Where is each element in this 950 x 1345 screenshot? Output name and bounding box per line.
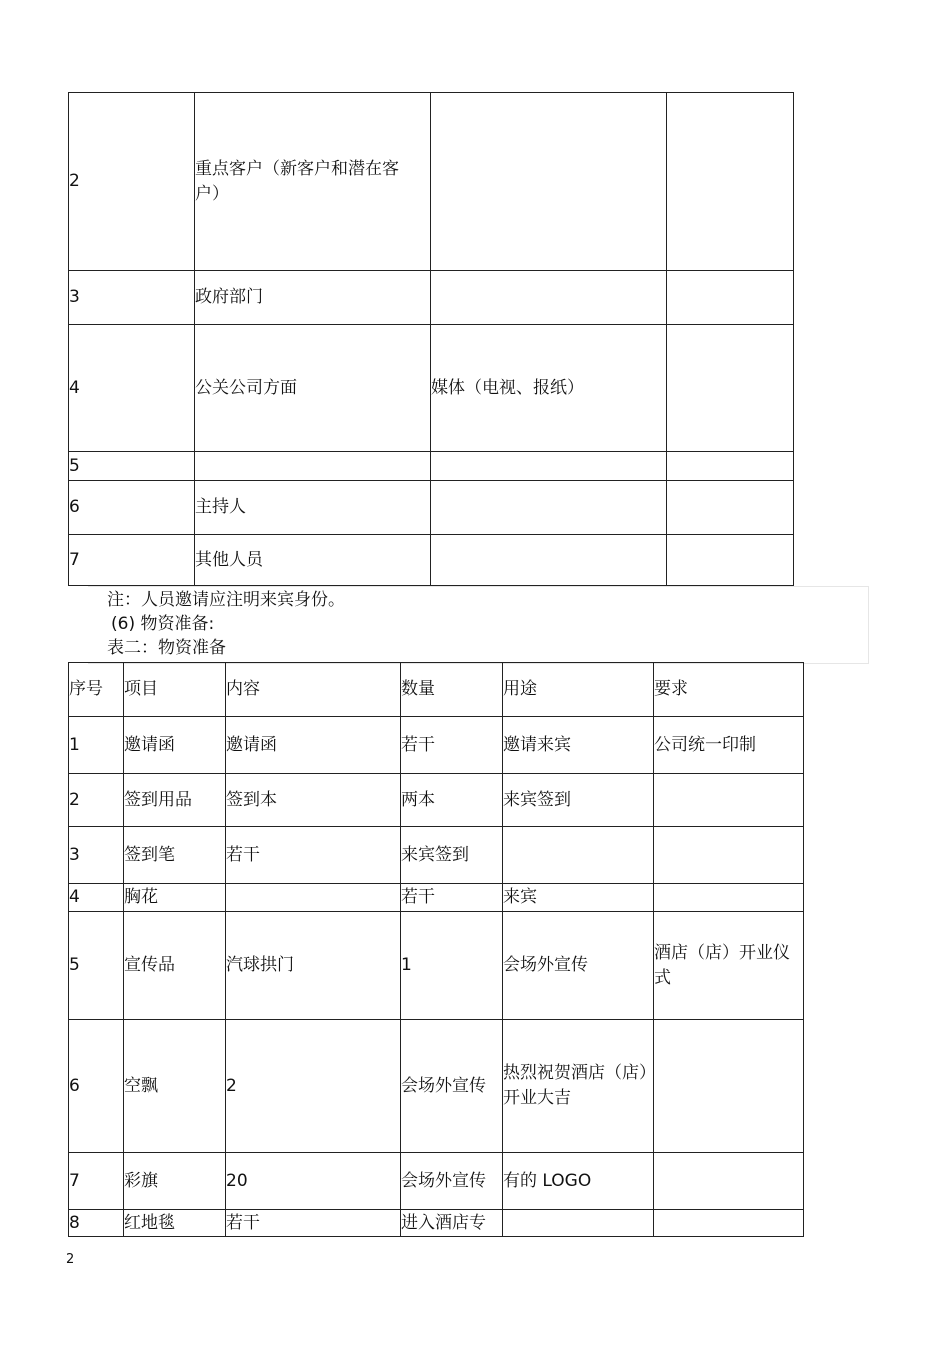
table-cell: 若干 bbox=[226, 1210, 401, 1237]
cell-detail bbox=[431, 93, 667, 271]
table-cell bbox=[654, 1153, 804, 1210]
header-cell: 项目 bbox=[124, 663, 226, 717]
cell-remark bbox=[667, 535, 794, 586]
cell-who: 其他人员 bbox=[195, 535, 431, 586]
table-cell: 彩旗 bbox=[124, 1153, 226, 1210]
table-row bbox=[69, 271, 794, 325]
cell-no: 5 bbox=[69, 452, 195, 481]
table-cell: 若干 bbox=[226, 827, 401, 884]
table-cell: 1 bbox=[401, 912, 503, 1020]
table-cell: 8 bbox=[69, 1210, 124, 1237]
table-header-row bbox=[69, 663, 804, 717]
table-cell: 空飘 bbox=[124, 1020, 226, 1153]
cell-no: 3 bbox=[69, 271, 195, 325]
table-cell: 6 bbox=[69, 1020, 124, 1153]
cell-who: 重点客户（新客户和潜在客户） bbox=[195, 93, 431, 271]
cell-remark bbox=[667, 93, 794, 271]
table-cell: 有的 LOGO bbox=[503, 1153, 654, 1210]
table-cell: 20 bbox=[226, 1153, 401, 1210]
table-cell: 签到本 bbox=[226, 774, 401, 827]
table-cell: 邀请来宾 bbox=[503, 717, 654, 774]
table-cell: 来宾 bbox=[503, 884, 654, 912]
cell-who: 主持人 bbox=[195, 481, 431, 535]
table-row bbox=[69, 481, 794, 535]
cell-detail bbox=[431, 535, 667, 586]
cell-no: 2 bbox=[69, 93, 195, 271]
table-row bbox=[69, 1153, 804, 1210]
cell-detail bbox=[431, 481, 667, 535]
header-cell: 数量 bbox=[401, 663, 503, 717]
table-row bbox=[69, 1210, 804, 1237]
table-cell bbox=[226, 884, 401, 912]
table-row bbox=[69, 1020, 804, 1153]
cell-detail bbox=[431, 452, 667, 481]
cell-remark bbox=[667, 271, 794, 325]
table-cell: 5 bbox=[69, 912, 124, 1020]
table-cell: 会场外宣传 bbox=[401, 1020, 503, 1153]
table-row bbox=[69, 452, 794, 481]
table-cell: 宣传品 bbox=[124, 912, 226, 1020]
table-row bbox=[69, 774, 804, 827]
table-cell: 会场外宣传 bbox=[503, 912, 654, 1020]
section-heading: (6) 物资准备: bbox=[111, 614, 215, 634]
table-cell: 进入酒店专 bbox=[401, 1210, 503, 1237]
invite-note: 注：人员邀请应注明来宾身份。 bbox=[107, 590, 345, 610]
table-cell: 邀请函 bbox=[124, 717, 226, 774]
table-row bbox=[69, 884, 804, 912]
table-cell bbox=[654, 1020, 804, 1153]
table-row bbox=[69, 827, 804, 884]
cell-detail: 媒体（电视、报纸） bbox=[431, 325, 667, 452]
table-cell: 2 bbox=[226, 1020, 401, 1153]
table-cell bbox=[654, 774, 804, 827]
cell-detail bbox=[431, 271, 667, 325]
table-cell: 来宾签到 bbox=[401, 827, 503, 884]
table-cell bbox=[654, 827, 804, 884]
page-number: 2 bbox=[66, 1252, 75, 1267]
table-cell: 两本 bbox=[401, 774, 503, 827]
table-caption: 表二：物资准备 bbox=[107, 638, 226, 658]
cell-no: 7 bbox=[69, 535, 195, 586]
table-cell: 7 bbox=[69, 1153, 124, 1210]
table-cell bbox=[503, 1210, 654, 1237]
table-cell: 胸花 bbox=[124, 884, 226, 912]
table-cell bbox=[654, 1210, 804, 1237]
table-row bbox=[69, 535, 794, 586]
table-cell bbox=[654, 884, 804, 912]
cell-who: 公关公司方面 bbox=[195, 325, 431, 452]
table-cell: 红地毯 bbox=[124, 1210, 226, 1237]
table-cell: 3 bbox=[69, 827, 124, 884]
cell-no: 4 bbox=[69, 325, 195, 452]
table-row bbox=[69, 912, 804, 1020]
table-cell: 4 bbox=[69, 884, 124, 912]
cell-remark bbox=[667, 452, 794, 481]
table-row bbox=[69, 93, 794, 271]
cell-who: 政府部门 bbox=[195, 271, 431, 325]
header-cell: 内容 bbox=[226, 663, 401, 717]
cell-remark bbox=[667, 481, 794, 535]
cell-no: 6 bbox=[69, 481, 195, 535]
cell-who bbox=[195, 452, 431, 481]
table-cell: 2 bbox=[69, 774, 124, 827]
table-cell: 若干 bbox=[401, 884, 503, 912]
table-cell: 签到笔 bbox=[124, 827, 226, 884]
table-cell: 1 bbox=[69, 717, 124, 774]
table-cell: 来宾签到 bbox=[503, 774, 654, 827]
header-cell: 序号 bbox=[69, 663, 124, 717]
materials-table bbox=[68, 662, 804, 1237]
table-row bbox=[69, 325, 794, 452]
table-cell bbox=[503, 827, 654, 884]
cell-remark bbox=[667, 325, 794, 452]
table-row bbox=[69, 717, 804, 774]
header-cell: 用途 bbox=[503, 663, 654, 717]
table-cell: 公司统一印制 bbox=[654, 717, 804, 774]
table-cell: 汽球拱门 bbox=[226, 912, 401, 1020]
table-cell: 酒店（店）开业仪式 bbox=[654, 912, 804, 1020]
header-cell: 要求 bbox=[654, 663, 804, 717]
invitee-table bbox=[68, 92, 794, 586]
table-cell: 热烈祝贺酒店（店）开业大吉 bbox=[503, 1020, 654, 1153]
table-cell: 邀请函 bbox=[226, 717, 401, 774]
table-cell: 签到用品 bbox=[124, 774, 226, 827]
table-cell: 会场外宣传 bbox=[401, 1153, 503, 1210]
table-cell: 若干 bbox=[401, 717, 503, 774]
